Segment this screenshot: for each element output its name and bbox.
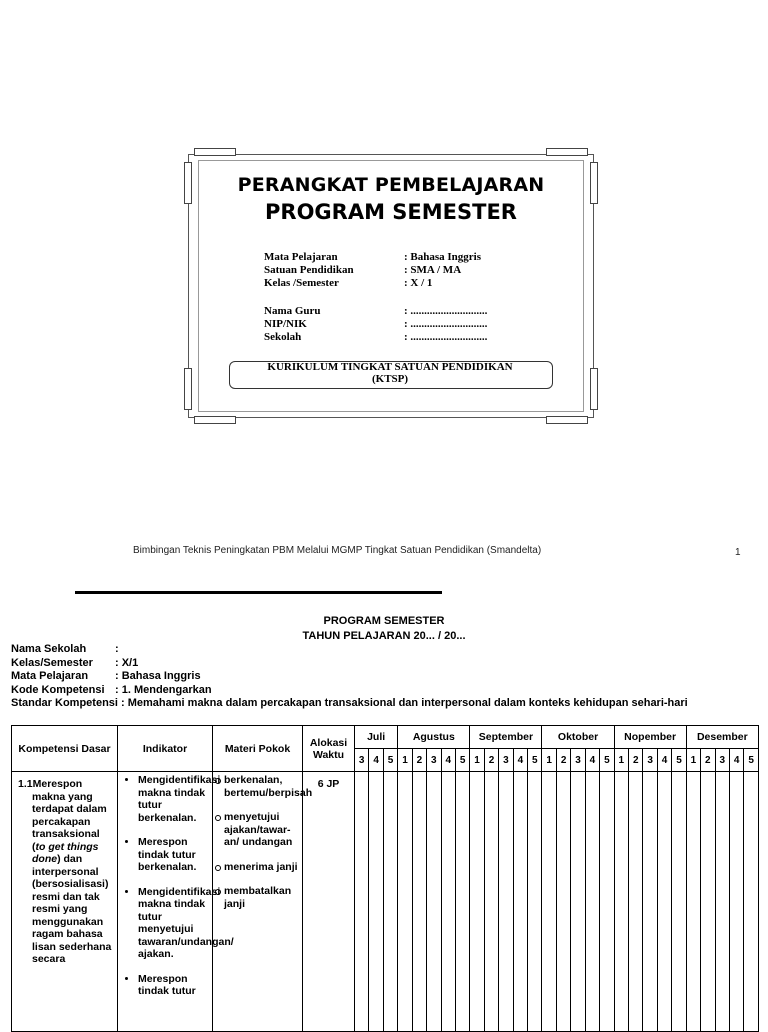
table-row [12,772,759,1032]
materi-item: menyetujui ajakan/tawar-an/ undangan [215,811,302,849]
indikator-item: • Mengidentifikasi makna tindak tutur menyetujui tawaran/undangan/ ajakan. [138,886,212,961]
materi-item: membatalkan janji [215,885,302,910]
kd-first-word: Merespon [32,778,83,790]
month-header: Agustus [398,726,470,749]
field-label: Nama Guru [264,305,321,317]
week-cell [585,772,599,1032]
week-cell [657,772,671,1032]
frame-tab [590,368,598,410]
week-header: 3 [571,749,585,772]
week-cell [614,772,628,1032]
week-cell [542,772,556,1032]
week-cell [369,772,383,1032]
indikator-item: • Merespon tindak tutur berkenalan. [138,836,212,874]
program-year: TAHUN PELAJARAN 20... / 20... [302,630,466,642]
field-label: Mata Pelajaran [264,251,338,263]
program-title: PROGRAM SEMESTER [323,615,445,627]
week-cell [629,772,643,1032]
kd-text-part: ) dan interpersonal (bersosialisasi) resmi dan tak resmi yang menggunakan ragam bahasa lisan sederhana secara [32,853,112,965]
indikator-item: • Mengidentifikasi makna tindak tutur berkenalan. [138,774,212,824]
field-label: Kelas /Semester [264,277,339,289]
info-label: Kelas/Semester [11,656,93,669]
materi-item: berkenalan, bertemu/berpisah [215,774,302,799]
week-cell [729,772,743,1032]
week-header: 5 [744,749,759,772]
field-value: : ............................ [404,318,488,330]
curriculum-line: (KTSP) [371,373,409,385]
week-header: 1 [686,749,700,772]
week-header: 2 [412,749,426,772]
kd-text [18,791,115,966]
cover-title: PERANGKAT PEMBELAJARAN [237,174,545,196]
week-header: 3 [355,749,369,772]
week-cell [556,772,570,1032]
field-value: : ............................ [404,331,488,343]
indikator-cell [118,772,234,1032]
frame-tab [184,368,192,410]
week-cell [455,772,469,1032]
info-label: Nama Sekolah [11,643,87,655]
semester-table [11,725,759,1032]
header-alokasi: Alokasi Waktu [303,726,355,772]
week-cell [643,772,657,1032]
standard-label: Standar Kompetensi : [11,697,125,709]
materi-item: menerima janji [215,861,302,874]
month-header: Oktober [542,726,614,749]
kd-cell [12,772,118,1032]
week-header: 2 [701,749,715,772]
week-cell [383,772,397,1032]
field-label: NIP/NIK [264,318,307,330]
frame-tab [546,416,588,424]
week-header: 5 [528,749,542,772]
info-value: : 1. Mendengarkan [115,683,212,696]
week-cell [441,772,455,1032]
frame-tab [546,148,588,156]
week-cell [715,772,729,1032]
week-cell [499,772,513,1032]
divider [75,591,442,594]
alokasi-cell: 6 JP [303,772,355,1032]
week-cell [701,772,715,1032]
week-header: 3 [427,749,441,772]
week-cell [412,772,426,1032]
week-cell [398,772,412,1032]
month-header: Desember [686,726,758,749]
week-header: 1 [542,749,556,772]
field-value: : ............................ [404,305,488,317]
week-header: 1 [398,749,412,772]
week-header: 4 [657,749,671,772]
frame-tab [194,416,236,424]
info-label: Kode Kompetensi [11,683,105,696]
page-number: 1 [735,547,741,558]
week-cell [513,772,527,1032]
standard-competency [11,697,731,710]
week-cell [672,772,686,1032]
header-row [12,726,759,749]
week-header: 4 [513,749,527,772]
week-header: 3 [643,749,657,772]
week-header: 1 [614,749,628,772]
week-header: 3 [715,749,729,772]
week-cell [355,772,369,1032]
standard-value: Memahami makna dalam percakapan transaksional dan interpersonal dalam konteks kehidupan sehari-hari [127,697,688,709]
week-header: 2 [629,749,643,772]
week-cell [528,772,542,1032]
indikator-item: • Merespon tindak tutur [138,973,212,998]
week-cell [686,772,700,1032]
week-cell [600,772,614,1032]
week-header: 5 [455,749,469,772]
week-header: 4 [369,749,383,772]
page-footer: Bimbingan Teknis Peningkatan PBM Melalui MGMP Tingkat Satuan Pendidikan (Smandelta) [133,545,542,556]
kd-first-line [18,778,115,791]
info-value: : Bahasa Inggris [115,670,201,682]
materi-cell [213,772,313,1032]
field-value: : SMA / MA [404,264,462,276]
week-header: 2 [484,749,498,772]
week-header: 4 [441,749,455,772]
field-value: : Bahasa Inggris [404,251,482,263]
week-header: 1 [470,749,484,772]
week-cell [571,772,585,1032]
week-header: 4 [729,749,743,772]
month-header: Nopember [614,726,686,749]
field-value: : X / 1 [404,277,433,289]
month-header: September [470,726,542,749]
field-label: Sekolah [264,331,302,343]
week-cell [484,772,498,1032]
kd-number: 1.1 [18,778,33,790]
curriculum-line: KURIKULUM TINGKAT SATUAN PENDIDIKAN [267,361,513,373]
month-header: Juli [355,726,398,749]
field-label: Satuan Pendidikan [264,264,354,276]
info-value: : X/1 [115,656,139,669]
week-header: 5 [672,749,686,772]
week-header: 5 [383,749,397,772]
week-cell [470,772,484,1032]
kd-text-italic: to get things done [32,840,99,865]
curriculum-label [229,361,551,385]
info-value: : [115,643,119,655]
header-materi: Materi Pokok [213,726,303,772]
kd-text-part: makna yang terdapat dalam percakapan transaksional ( [32,790,107,853]
cover-subtitle: PROGRAM SEMESTER [265,200,517,224]
week-cell [744,772,759,1032]
week-cell [427,772,441,1032]
header-indikator: Indikator [118,726,213,772]
frame-tab [194,148,236,156]
info-label: Mata Pelajaran [11,670,89,682]
week-header: 2 [556,749,570,772]
week-header: 3 [499,749,513,772]
week-header: 4 [585,749,599,772]
header-kd: Kompetensi Dasar [12,726,118,772]
week-header: 5 [600,749,614,772]
